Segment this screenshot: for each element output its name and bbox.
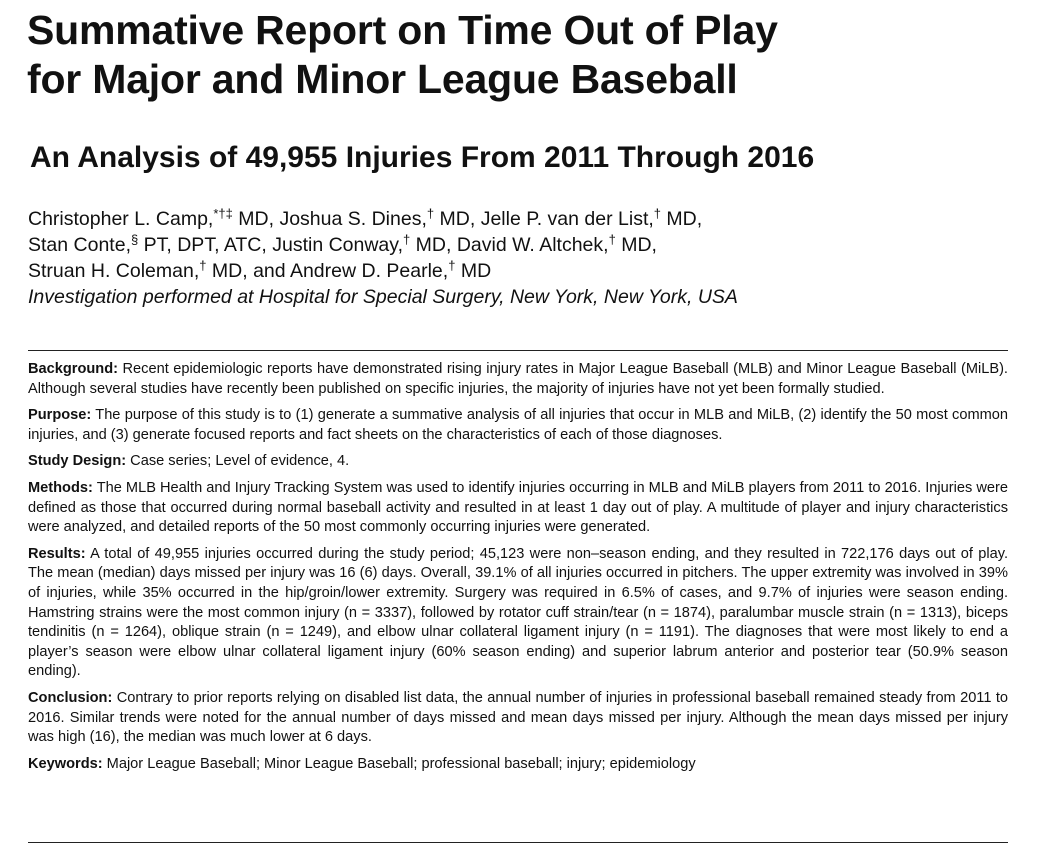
author-affiliation-mark: † <box>426 206 435 221</box>
author-line-3 <box>28 258 1018 284</box>
author-degree: MD <box>455 260 492 282</box>
institution-affiliation: Investigation performed at Hospital for Special Surgery, New York, New York, USA <box>28 286 738 308</box>
author-degree: MD, <box>410 234 452 256</box>
abstract-background <box>28 360 1008 399</box>
author-name: Christopher L. Camp, <box>28 208 214 230</box>
title-line-2: for Major and Minor League Baseball <box>27 56 738 102</box>
abstract <box>28 360 1008 781</box>
abstract-methods <box>28 479 1008 538</box>
author-degree: PT, DPT, ATC, <box>138 234 267 256</box>
article-title <box>27 6 1017 104</box>
abstract-study-design <box>28 452 1008 472</box>
author-affiliation-mark: † <box>653 206 662 221</box>
section-label: Study Design: <box>28 453 127 470</box>
section-label: Purpose: <box>28 407 92 424</box>
author-name: Joshua S. Dines, <box>279 208 427 230</box>
section-label: Methods: <box>28 479 93 496</box>
author-line-1 <box>28 206 1018 232</box>
section-text: The purpose of this study is to (1) generate a summative analysis of all injuries that occur in MLB and MiLB, (2) identify the 50 most common injuries, and (3) generate focused reports and fact sheets on the characteristics of each of those diagnoses. <box>28 407 1008 443</box>
section-label: Results: <box>28 545 86 562</box>
abstract-keywords <box>28 755 1008 775</box>
title-line-1: Summative Report on Time Out of Play <box>27 7 778 53</box>
author-name: Jelle P. van der List, <box>480 208 654 230</box>
author-name: Justin Conway, <box>272 234 403 256</box>
author-degree: MD, and <box>206 260 286 282</box>
author-degree: MD, <box>232 208 275 230</box>
author-affiliation-mark: † <box>199 258 207 273</box>
author-affiliation-mark: † <box>403 232 411 247</box>
section-text: A total of 49,955 injuries occurred during the study period; 45,123 were non–season ending, and they resulted in 722,176 days out of play. The mean (median) days missed per injury was 16 (6) days. Overall, 39.1% of all injuries occurred in pitchers. The upper extremity was involved in 39% of injuries, while 35% occurred in the hip/groin/lower extremity. Surgery was required in 6.5% of cases, and 9.7% of injuries were season ending. Hamstring strains were the most common injury (n = 3337), followed by rotator cuff strain/tear (n = 1874), paralumbar muscle strain (n = 1313), biceps tendinitis (n = 1264), oblique strain (n = 1249), and elbow ulnar collateral ligament injury (n = 1191). The diagnoses that were most likely to end a player’s season were elbow ulnar collateral ligament injury (60% season ending) and superior labrum anterior and posterior tear (50.9% season ending). <box>28 545 1008 680</box>
author-degree: MD, <box>434 208 476 230</box>
section-label: Keywords: <box>28 755 103 772</box>
author-degree: MD, <box>661 208 703 230</box>
author-affiliation-mark: † <box>448 258 456 273</box>
abstract-purpose <box>28 406 1008 445</box>
author-affiliation-mark: *†‡ <box>213 206 233 221</box>
author-name: David W. Altchek, <box>456 234 609 256</box>
author-affiliation-mark: † <box>608 232 616 247</box>
author-line-2 <box>28 232 1018 258</box>
section-text: The MLB Health and Injury Tracking System was used to identify injuries occurring in MLB and MiLB players from 2011 to 2016. Injuries were defined as those that occurred during normal baseball activity and resulted in at least 1 day out of play. A multitude of player and injury characteristics were analyzed, and detailed reports of the 50 most commonly occurring injuries were generated. <box>28 479 1008 536</box>
author-name: Andrew D. Pearle, <box>289 260 449 282</box>
author-degree: MD, <box>615 234 657 256</box>
abstract-results <box>28 545 1008 682</box>
section-text: Major League Baseball; Minor League Baseball; professional baseball; injury; epidemiology <box>106 755 696 772</box>
abstract-top-rule <box>28 350 1008 351</box>
author-affiliation-mark: § <box>130 232 139 247</box>
section-text: Recent epidemiologic reports have demonstrated rising injury rates in Major League Baseball (MLB) and Minor League Baseball (MiLB). Although several studies have recently been published on specific injuries, the majority of injuries have not yet been formally studied. <box>28 361 1008 397</box>
section-text: Case series; Level of evidence, 4. <box>130 453 350 470</box>
section-label: Background: <box>28 361 118 377</box>
abstract-conclusion <box>28 689 1008 748</box>
abstract-bottom-rule <box>28 842 1008 843</box>
article-subtitle: An Analysis of 49,955 Injuries From 2011 Through 2016 <box>30 141 815 174</box>
author-name: Struan H. Coleman, <box>28 260 200 282</box>
author-name: Stan Conte, <box>28 234 131 256</box>
section-text: Contrary to prior reports relying on disabled list data, the annual number of injuries in professional baseball remained steady from 2011 to 2016. Similar trends were noted for the annual number of days missed and mean days missed per injury. Although the mean days missed per injury was high (16), the median was much lower at 6 days. <box>28 689 1008 746</box>
author-block <box>28 206 1018 310</box>
section-label: Conclusion: <box>28 689 113 706</box>
